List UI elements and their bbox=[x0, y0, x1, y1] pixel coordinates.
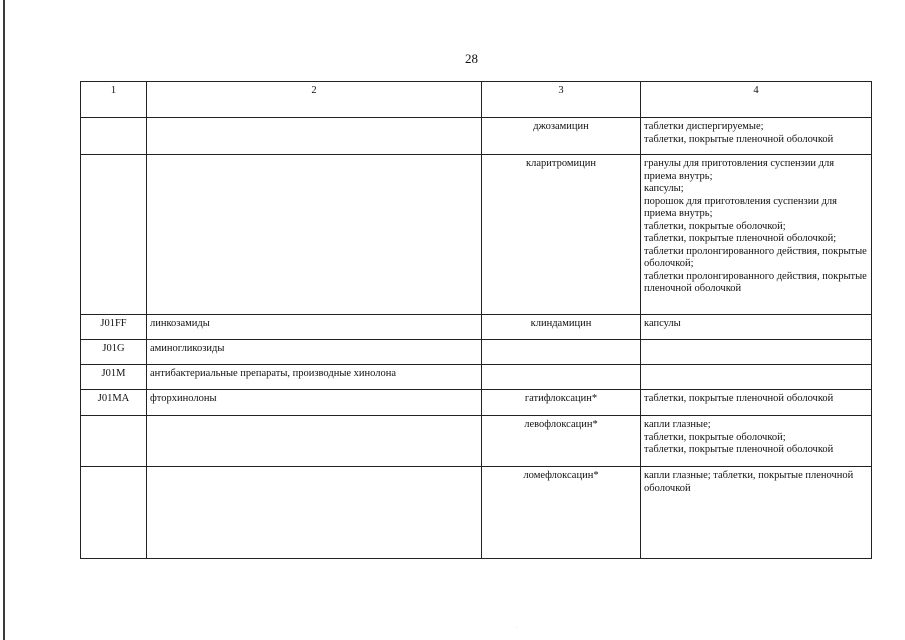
table-header-row bbox=[81, 82, 872, 118]
table-row bbox=[81, 365, 872, 390]
table-row bbox=[81, 118, 872, 155]
drug-name-cell bbox=[482, 340, 641, 365]
atc-code-cell: J01M bbox=[81, 365, 147, 390]
group-cell: фторхинолоны bbox=[147, 390, 482, 416]
atc-code-cell: J01MA bbox=[81, 390, 147, 416]
group-cell: антибактериальные препараты, производные хинолона bbox=[147, 365, 482, 390]
group-cell: линкозамиды bbox=[147, 315, 482, 340]
dosage-forms-cell: таблетки диспергируемые; таблетки, покрытые пленочной оболочкой bbox=[641, 118, 872, 155]
atc-code-cell bbox=[81, 467, 147, 559]
table-row bbox=[81, 155, 872, 315]
table-row bbox=[81, 390, 872, 416]
table-row bbox=[81, 416, 872, 467]
drug-name-cell: кларитромицин bbox=[482, 155, 641, 315]
page-number: 28 bbox=[465, 51, 478, 66]
header-col-3: 3 bbox=[482, 82, 641, 118]
dosage-forms-cell: таблетки, покрытые пленочной оболочкой bbox=[641, 390, 872, 416]
group-cell bbox=[147, 155, 482, 315]
atc-code-cell: J01G bbox=[81, 340, 147, 365]
drug-name-cell: ломефлоксацин* bbox=[482, 467, 641, 559]
group-cell: аминогликозиды bbox=[147, 340, 482, 365]
table-row bbox=[81, 340, 872, 365]
drug-table bbox=[80, 81, 872, 559]
group-cell bbox=[147, 118, 482, 155]
dosage-forms-cell: капли глазные; таблетки, покрытые оболочкой; таблетки, покрытые пленочной оболочкой bbox=[641, 416, 872, 467]
dosage-forms-cell bbox=[641, 340, 872, 365]
page-left-border bbox=[3, 0, 5, 640]
header-col-4: 4 bbox=[641, 82, 872, 118]
atc-code-cell bbox=[81, 416, 147, 467]
drug-name-cell: джозамицин bbox=[482, 118, 641, 155]
dosage-forms-cell bbox=[641, 365, 872, 390]
drug-name-cell: клиндамицин bbox=[482, 315, 641, 340]
dosage-forms-cell: капсулы bbox=[641, 315, 872, 340]
atc-code-cell: J01FF bbox=[81, 315, 147, 340]
table-row bbox=[81, 315, 872, 340]
atc-code-cell bbox=[81, 155, 147, 315]
group-cell bbox=[147, 416, 482, 467]
drug-name-cell: гатифлоксацин* bbox=[482, 390, 641, 416]
drug-name-cell: левофлоксацин* bbox=[482, 416, 641, 467]
dosage-forms-cell: капли глазные; таблетки, покрытые пленочной оболочкой bbox=[641, 467, 872, 559]
table-row bbox=[81, 467, 872, 559]
drug-name-cell bbox=[482, 365, 641, 390]
scan-speck: · bbox=[516, 625, 518, 631]
dosage-forms-cell: гранулы для приготовления суспензии для приема внутрь; капсулы; порошок для приготовления суспензии для приема внутрь; таблетки, покрытые оболочкой; таблетки, покрытые пленочной оболочкой; таблетки пролонгированного действия, покрытые оболочкой; таблетки пролонгированного действия, покрытые пленочной оболочкой bbox=[641, 155, 872, 315]
atc-code-cell bbox=[81, 118, 147, 155]
header-col-2: 2 bbox=[147, 82, 482, 118]
header-col-1: 1 bbox=[81, 82, 147, 118]
group-cell bbox=[147, 467, 482, 559]
